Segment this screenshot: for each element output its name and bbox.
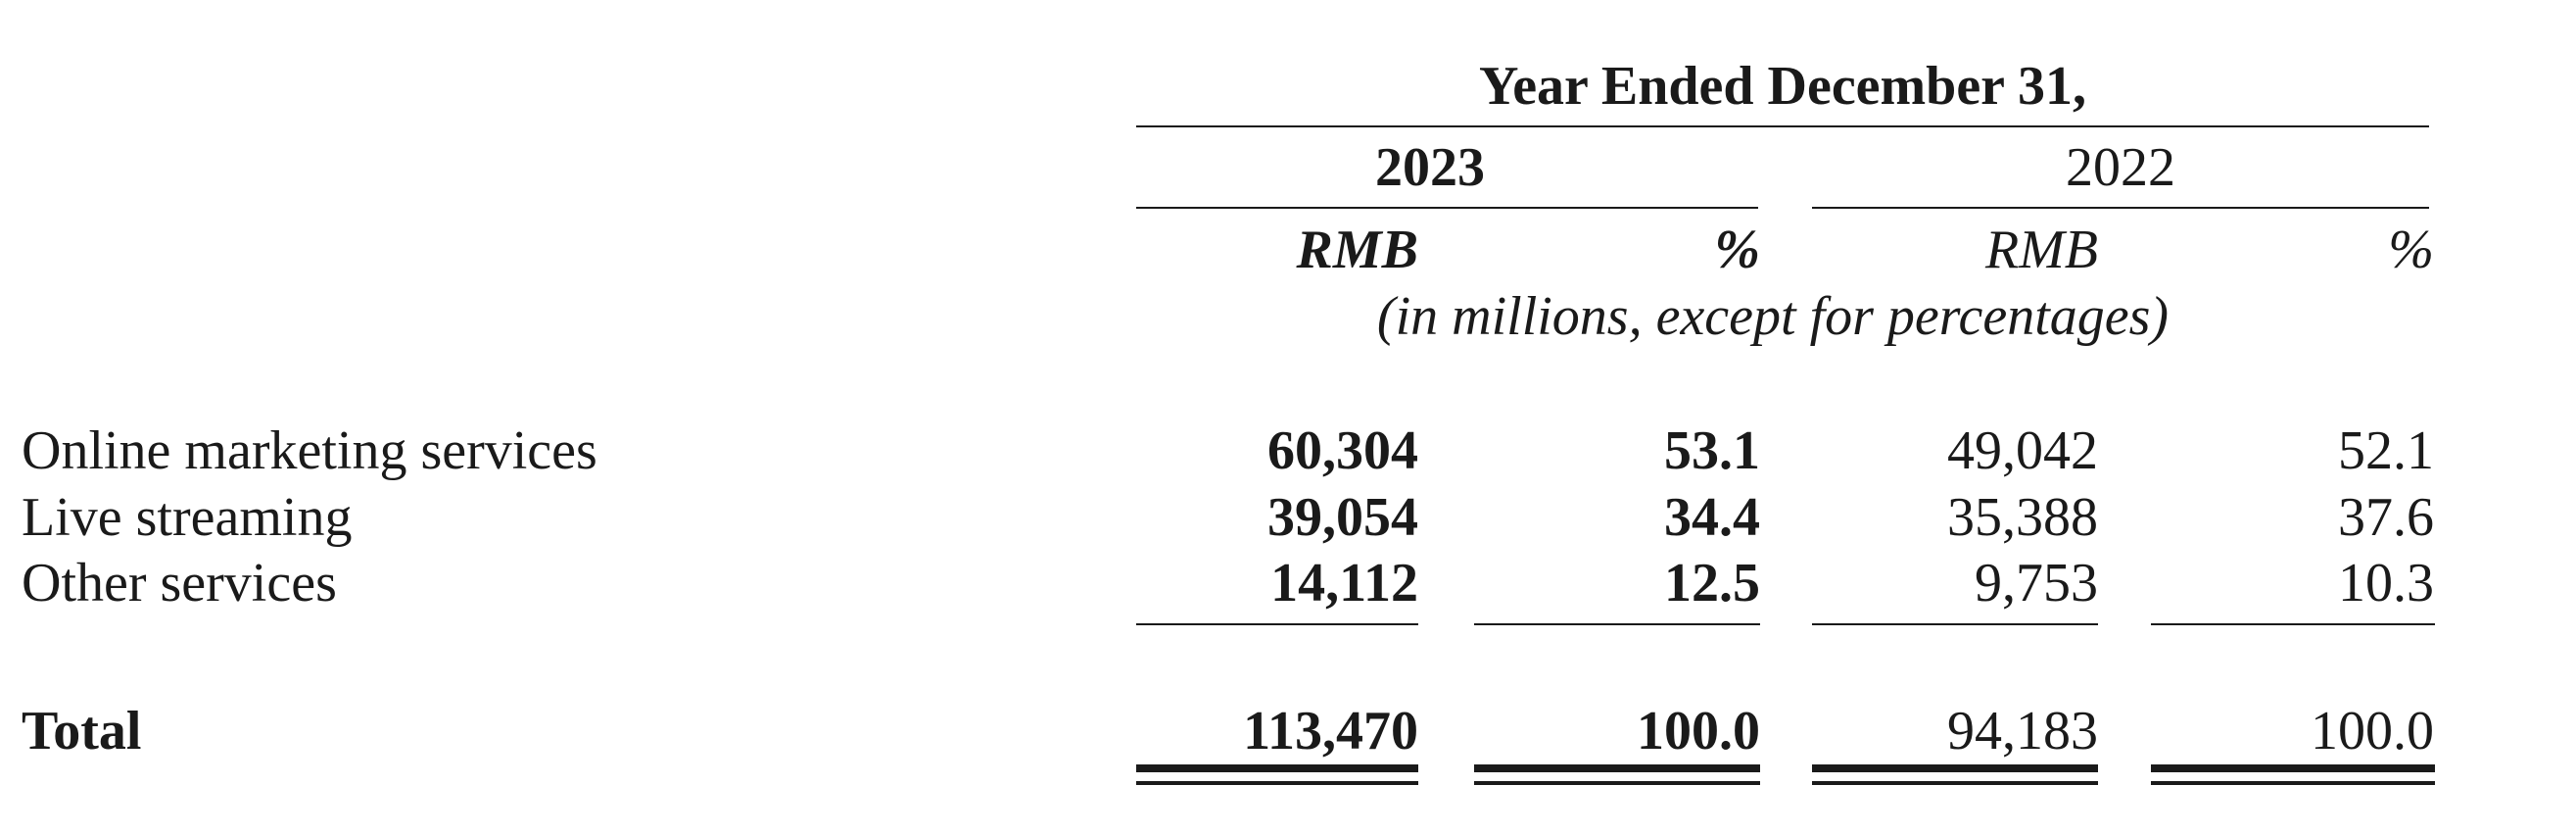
col-header-rmb-2023: RMB: [1296, 220, 1418, 280]
total-double-rule-pct-2023-lower: [1474, 781, 1760, 785]
units-note: (in millions, except for percentages): [1376, 286, 2170, 347]
subtotal-rule-pct-2022: [2151, 623, 2435, 625]
cell-rmb-2022: 35,388: [1947, 487, 2098, 548]
total-double-rule-pct-2022-lower: [2151, 781, 2435, 785]
year-2022-heading: 2022: [2066, 137, 2175, 198]
cell-pct-2023: 34.4: [1664, 487, 1760, 548]
total-double-rule-rmb-2022: [1812, 764, 2098, 772]
cell-rmb-2023: 14,112: [1270, 553, 1418, 614]
total-double-rule-rmb-2022-lower: [1812, 781, 2098, 785]
period-title: Year Ended December 31,: [1478, 56, 2087, 117]
row-label: Online marketing services: [22, 420, 597, 481]
subtotal-rule-rmb-2022: [1812, 623, 2098, 625]
row-label: Other services: [22, 553, 337, 614]
cell-rmb-2023: 60,304: [1267, 420, 1418, 481]
total-rmb-2022: 94,183: [1947, 701, 2098, 761]
year-2023-heading: 2023: [1375, 137, 1485, 198]
cell-rmb-2022: 49,042: [1947, 420, 2098, 481]
total-pct-2023: 100.0: [1637, 701, 1760, 761]
col-header-pct-2022: %: [2388, 220, 2434, 280]
total-double-rule-pct-2023: [1474, 764, 1760, 772]
subtotal-rule-rmb-2023: [1136, 623, 1418, 625]
col-header-rmb-2022: RMB: [1984, 220, 2098, 280]
total-label: Total: [22, 701, 142, 761]
total-rmb-2023: 113,470: [1243, 701, 1418, 761]
year-2023-rule: [1136, 207, 1758, 209]
cell-pct-2023: 12.5: [1664, 553, 1760, 614]
cell-pct-2023: 53.1: [1664, 420, 1760, 481]
total-pct-2022: 100.0: [2311, 701, 2434, 761]
cell-rmb-2022: 9,753: [1975, 553, 2098, 614]
total-double-rule-rmb-2023: [1136, 764, 1418, 772]
cell-pct-2022: 10.3: [2338, 553, 2434, 614]
cell-pct-2022: 52.1: [2338, 420, 2434, 481]
cell-pct-2022: 37.6: [2338, 487, 2434, 548]
subtotal-rule-pct-2023: [1474, 623, 1760, 625]
period-rule: [1136, 125, 2429, 127]
col-header-pct-2023: %: [1714, 220, 1760, 280]
cell-rmb-2023: 39,054: [1267, 487, 1418, 548]
row-label: Live streaming: [22, 487, 353, 548]
total-double-rule-pct-2022: [2151, 764, 2435, 772]
total-double-rule-rmb-2023-lower: [1136, 781, 1418, 785]
year-2022-rule: [1812, 207, 2429, 209]
